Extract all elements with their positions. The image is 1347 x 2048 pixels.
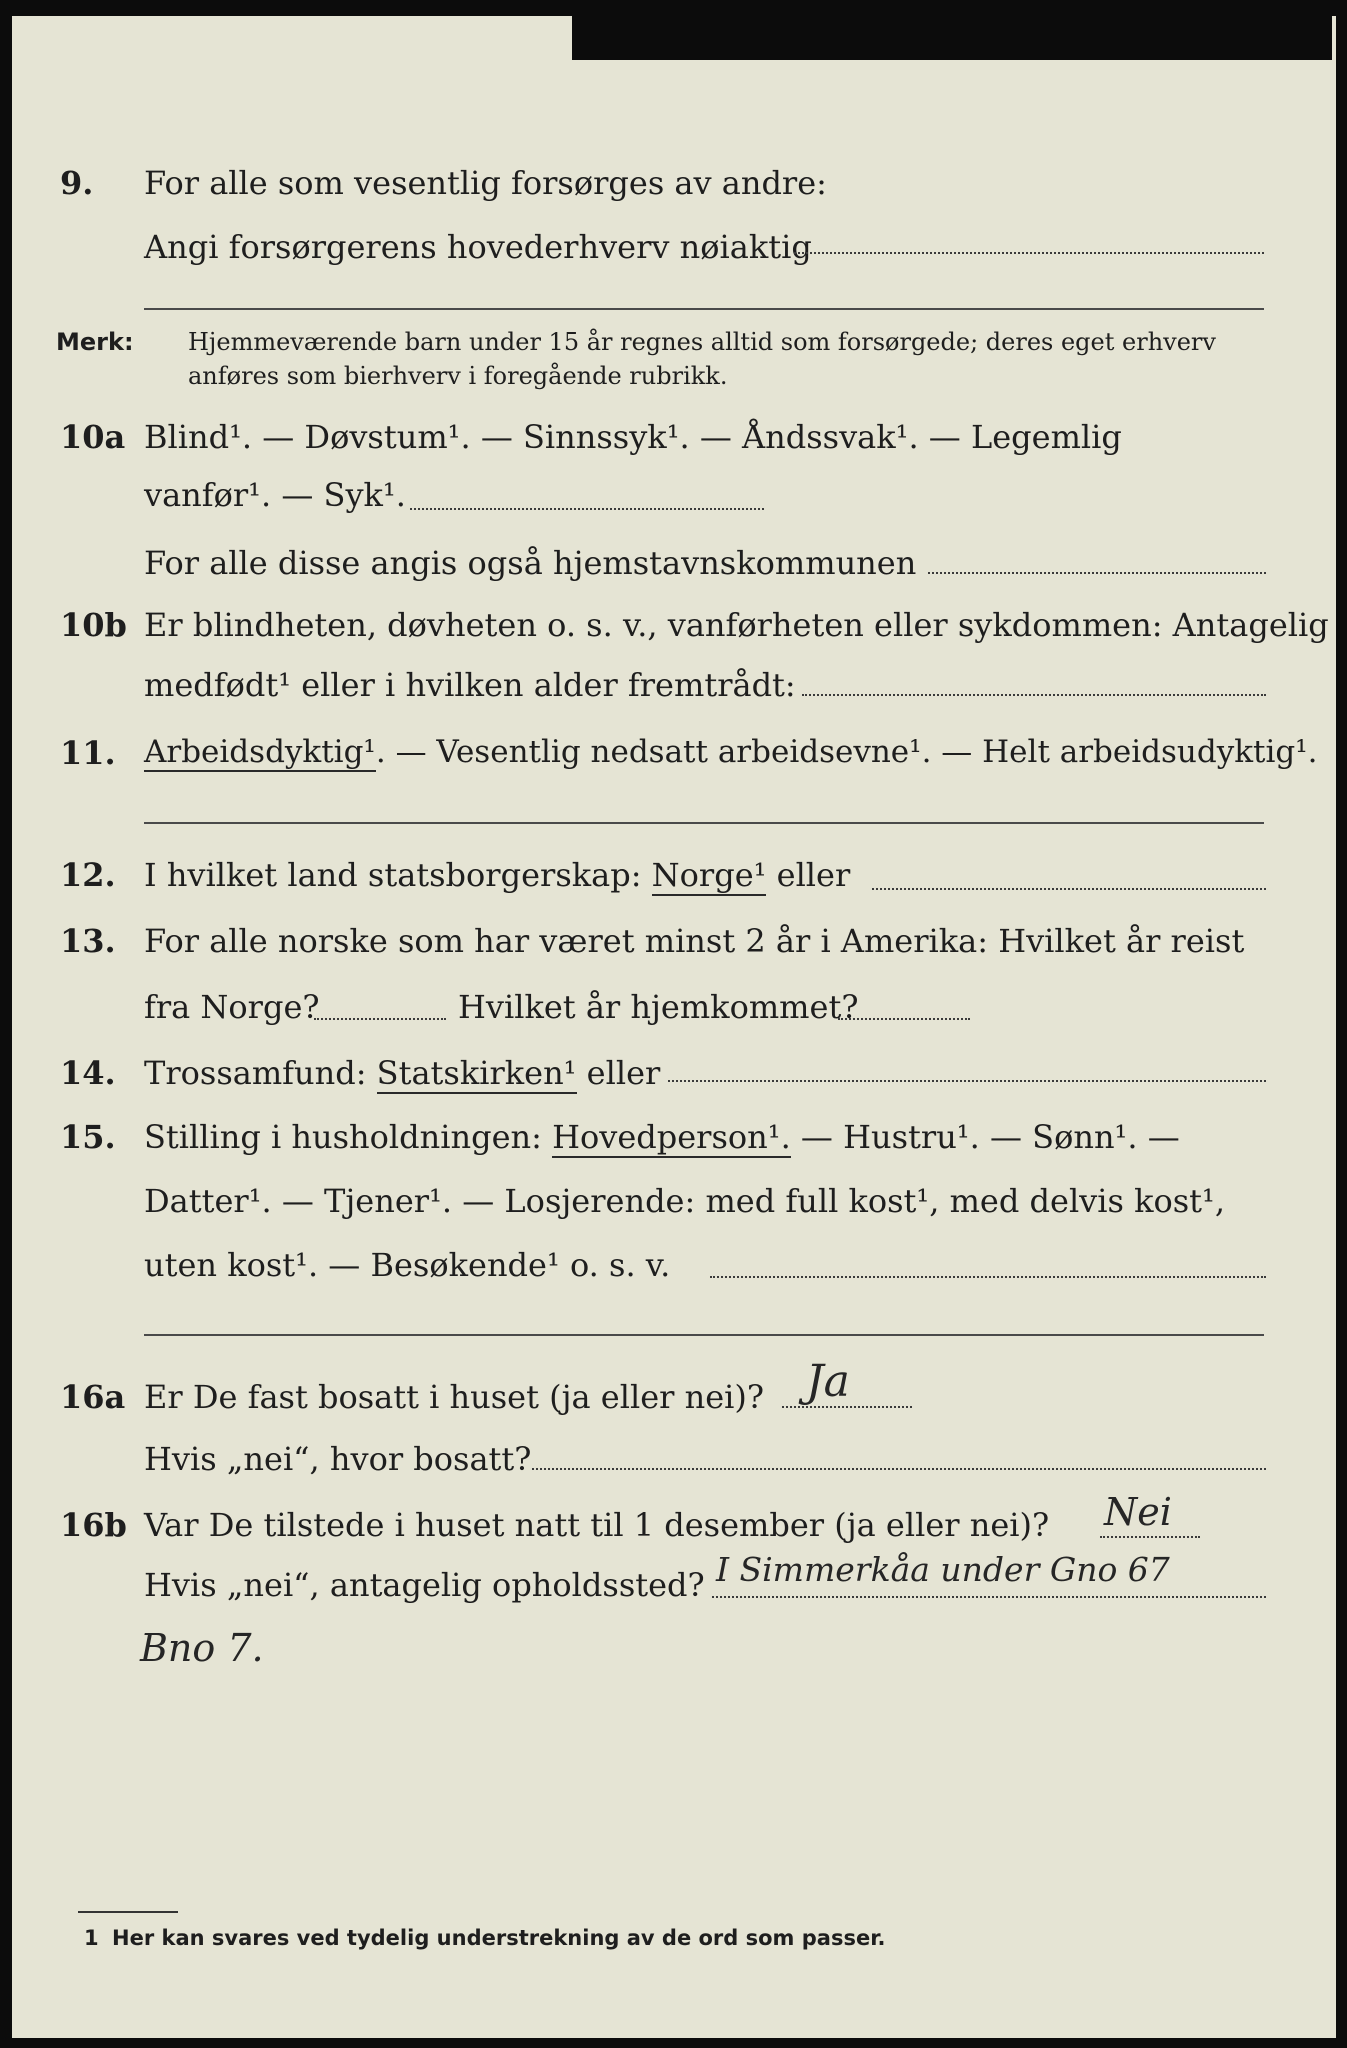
q11-rest: . — Vesentlig nedsatt arbeidsevne¹. — Helt arbeidsudyktig¹. — [375, 734, 1318, 770]
q10b-number: 10b — [60, 606, 127, 644]
q12-post: eller — [776, 856, 851, 894]
merk-line1: Hjemmeværende barn under 15 år regnes alltid som forsørgede; deres eget erhverv — [188, 328, 1216, 356]
q16a-line2: Hvis „nei“, hvor bosatt? — [144, 1440, 532, 1478]
q16b-line2: Hvis „nei“, antagelig opholdssted? — [144, 1566, 705, 1604]
q10a-answer-line[interactable] — [410, 508, 764, 510]
q14-post: eller — [586, 1054, 661, 1092]
q11-number: 11. — [60, 734, 116, 772]
q12-option-underlined[interactable]: Norge¹ — [651, 856, 767, 894]
q10a-line2: vanfør¹. — Syk¹. — [144, 476, 406, 514]
q9-line2: Angi forsørgerens hovederhverv nøiaktig — [144, 228, 812, 266]
footnote-text: Her kan svares ved tydelig understrekning av de ord som passer. — [112, 1926, 886, 1950]
q13-line2b: Hvilket år hjemkommet? — [458, 988, 859, 1026]
q15-number: 15. — [60, 1118, 116, 1156]
q11-option-underlined[interactable]: Arbeidsdyktig¹ — [144, 734, 376, 770]
q15-extra-line[interactable] — [144, 1334, 1264, 1336]
q10a-line3: For alle disse angis også hjemstavnskommunen — [144, 544, 917, 582]
q13-line1: For alle norske som har været minst 2 år i Amerika: Hvilket år reist — [144, 922, 1245, 960]
q16b-answer-line[interactable] — [1100, 1536, 1200, 1538]
q14-pre: Trossamfund: — [144, 1054, 367, 1092]
q14-number: 14. — [60, 1054, 116, 1092]
q9-number: 9. — [60, 164, 94, 202]
q14-answer-line[interactable] — [668, 1080, 1266, 1082]
q10b-line2: medfødt¹ eller i hvilken alder fremtrådt: — [144, 666, 796, 704]
q12-answer-line[interactable] — [872, 888, 1266, 890]
q11-extra-line[interactable] — [144, 822, 1264, 824]
q15-pre: Stilling i husholdningen: — [144, 1118, 542, 1156]
merk-line2: anføres som bierhverv i foregående rubrikk. — [188, 362, 728, 390]
q15-line3: uten kost¹. — Besøkende¹ o. s. v. — [144, 1246, 671, 1284]
q11-line — [144, 734, 1318, 770]
q9-extra-line[interactable] — [144, 308, 1264, 310]
q16b-handwritten-answer1: Nei — [1104, 1490, 1172, 1534]
q13-line2a: fra Norge? — [144, 988, 320, 1026]
q12-pre: I hvilket land statsborgerskap: — [144, 856, 642, 894]
q16a-line1: Er De fast bosatt i huset (ja eller nei)? — [144, 1378, 765, 1416]
q16a-residence-line[interactable] — [532, 1468, 1266, 1470]
q16b-place-line[interactable] — [712, 1596, 1266, 1598]
q10b-answer-line[interactable] — [802, 694, 1266, 696]
q16a-number: 16a — [60, 1378, 126, 1416]
q13-year-left-line[interactable] — [314, 1018, 446, 1020]
q16b-number: 16b — [60, 1506, 127, 1544]
q10a-line1: Blind¹. — Døvstum¹. — Sinnssyk¹. — Åndssvak¹. — Legemlig — [144, 418, 1122, 456]
q16b-handwritten-answer2: I Simmerkåa under Gno 67 — [716, 1550, 1170, 1589]
q16a-handwritten-answer: Ja — [806, 1356, 850, 1407]
q13-year-back-line[interactable] — [838, 1018, 970, 1020]
q15-post: — Hustru¹. — Sønn¹. — — [800, 1118, 1180, 1156]
merk-label: Merk: — [56, 328, 134, 356]
q15-line2: Datter¹. — Tjener¹. — Losjerende: med full kost¹, med delvis kost¹, — [144, 1182, 1226, 1220]
census-form-page — [12, 16, 1336, 2038]
q15-answer-line[interactable] — [710, 1276, 1266, 1278]
scan-border — [572, 16, 1332, 60]
q10a-municipality-line[interactable] — [928, 572, 1266, 574]
q10b-line1: Er blindheten, døvheten o. s. v., vanførheten eller sykdommen: Antagelig — [144, 606, 1329, 644]
q12-line — [144, 856, 850, 894]
footnote-mark: 1 — [84, 1926, 99, 1950]
q14-option-underlined[interactable]: Statskirken¹ — [376, 1054, 577, 1092]
q13-number: 13. — [60, 922, 116, 960]
q12-number: 12. — [60, 856, 116, 894]
q9-answer-line[interactable] — [794, 252, 1264, 254]
q16b-line1: Var De tilstede i huset natt til 1 desember (ja eller nei)? — [144, 1506, 1050, 1544]
footnote-rule — [78, 1911, 178, 1913]
q15-option-underlined[interactable]: Hovedperson¹. — [552, 1118, 791, 1156]
q10a-number: 10a — [60, 418, 126, 456]
q9-line1: For alle som vesentlig forsørges av andre: — [144, 164, 827, 202]
q16b-handwritten-answer3: Bno 7. — [140, 1626, 264, 1670]
q15-line1 — [144, 1118, 1180, 1156]
q14-line — [144, 1054, 660, 1092]
